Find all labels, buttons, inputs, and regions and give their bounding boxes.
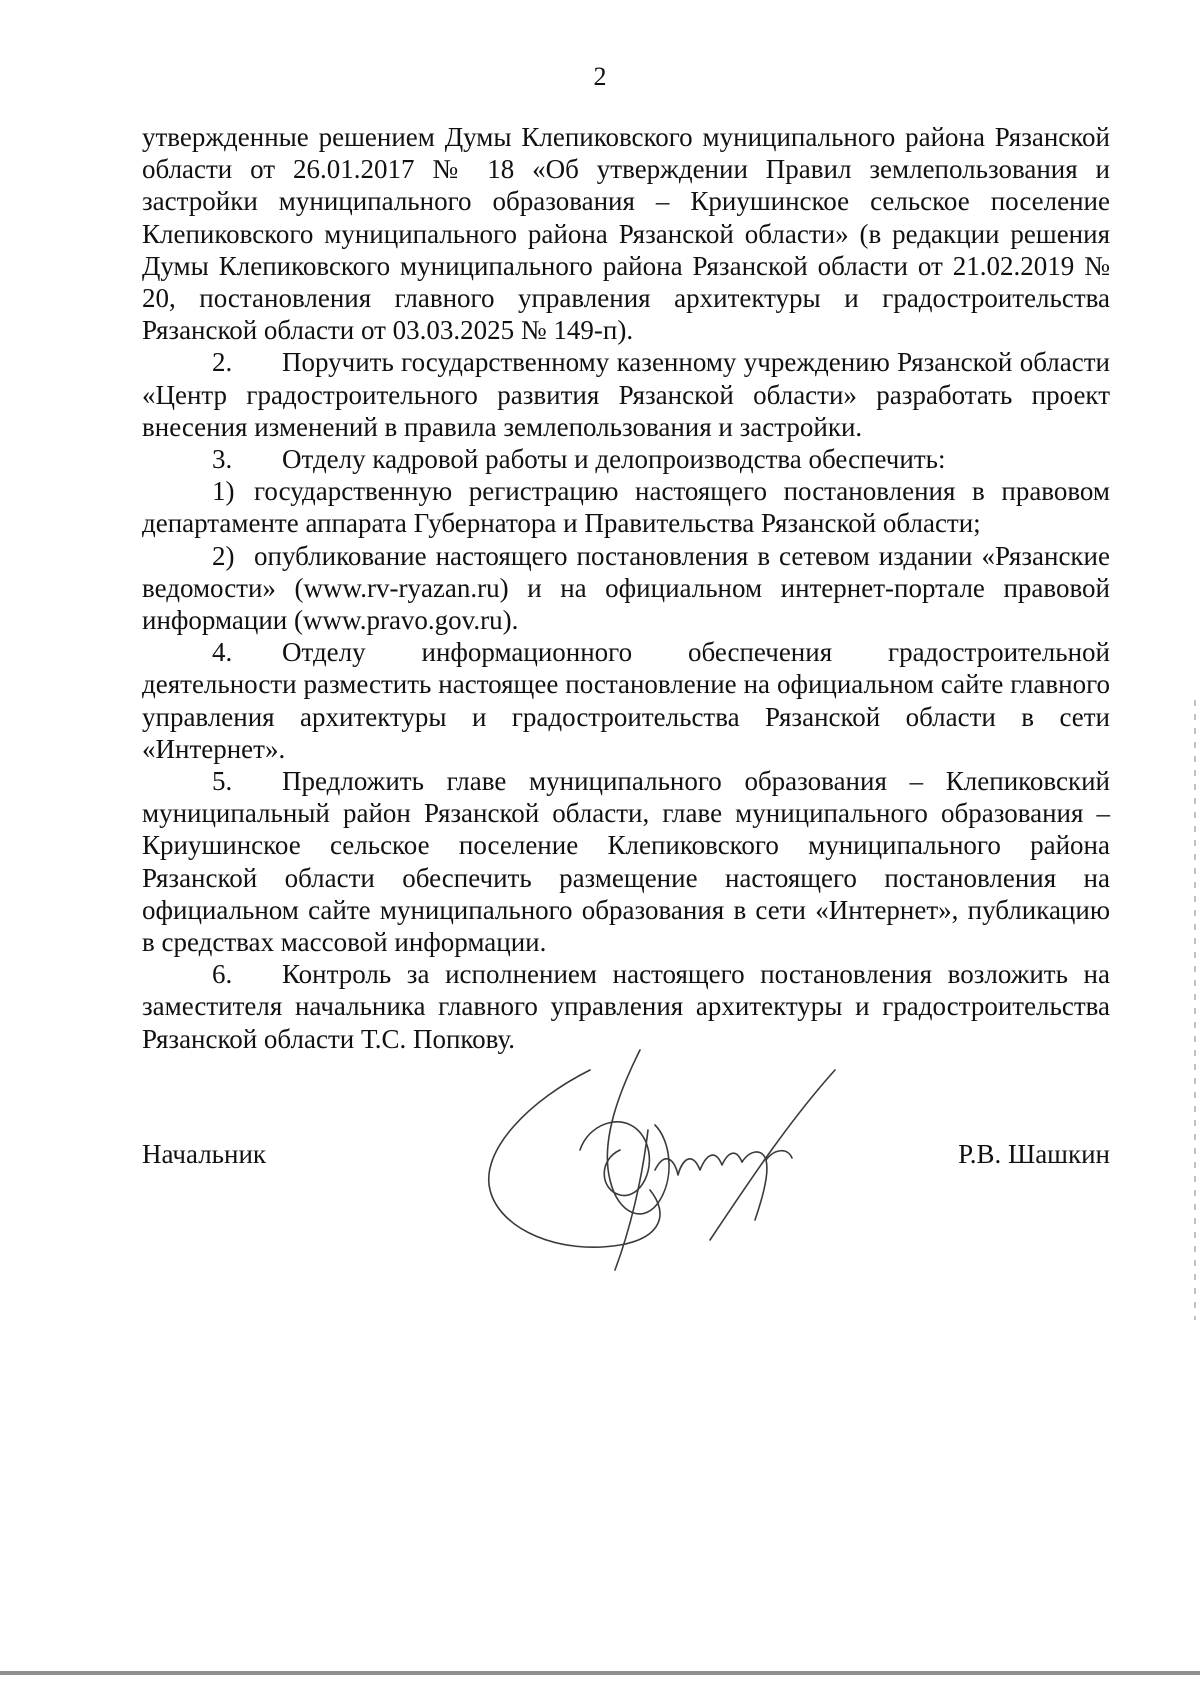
item-text: Отделу кадровой работы и делопроизводства обеспечить: xyxy=(282,444,946,475)
paragraph-subitem-2 xyxy=(142,540,1110,637)
item-number: 5. xyxy=(212,766,233,797)
item-number: 6. xyxy=(212,959,233,990)
item-number: 4. xyxy=(212,637,233,668)
item-number: 3. xyxy=(212,444,233,475)
subitem-text: опубликование настоящего постановления в сетевом издании «Рязанские ведомости» (www.rv-ryazan.ru) и на официальном интернет-портале правовой информации (www.pravo.gov.ru). xyxy=(142,540,1110,636)
paragraph-continuation: утвержденные решением Думы Клепиковского муниципального района Рязанской области от 26.01.2017 № 18 «Об утверждении Правил землепользования и застройки муниципального образования – Криушинское сельское поселение Клепиковского муниципального района Рязанской области» (в редакции решения Думы Клепиковского муниципального района Рязанской области от 21.02.2019 № 20, постановления главного управления архитектуры и градостроительства Рязанской области от 03.03.2025 № 149-п). xyxy=(142,122,1110,346)
paragraph-item-5 xyxy=(142,765,1110,958)
signature-block xyxy=(142,1138,1110,1178)
subitem-number: 1) xyxy=(212,476,235,507)
signatory-title: Начальник xyxy=(142,1139,267,1169)
scan-edge-line xyxy=(0,1671,1200,1675)
subitem-number: 2) xyxy=(212,540,235,571)
paragraph-item-3 xyxy=(142,443,1110,475)
scan-edge-artifact xyxy=(1194,700,1196,1320)
item-text: Контроль за исполнением настоящего постановления возложить на заместителя начальника главного управления архитектуры и градостроительства Рязанской области Т.С. Попкову. xyxy=(142,959,1110,1054)
item-text: Предложить главе муниципального образования – Клепиковский муниципальный район Рязанской области, главе муниципального образования – Криушинское сельское поселение Клепиковского муниципального района Рязанской области обеспечить размещение настоящего постановления на официальном сайте муниципального образования в сети «Интернет», публикацию в средствах массовой информации. xyxy=(142,766,1110,958)
paragraph-subitem-1 xyxy=(142,475,1110,539)
item-number: 2. xyxy=(212,347,233,378)
page-number: 2 xyxy=(593,62,607,91)
item-text: Отделу информационного обеспечения градостроительной деятельности разместить настоящее постановление на официальном сайте главного управления архитектуры и градостроительства Рязанской области в сети «Интернет». xyxy=(142,637,1110,764)
signatory-name: Р.В. Шашкин xyxy=(958,1139,1110,1169)
subitem-text: государственную регистрацию настоящего постановления в правовом департаменте аппарата Губернатора и Правительства Рязанской области; xyxy=(142,476,1110,539)
item-text: Поручить государственному казенному учреждению Рязанской области «Центр градостроительного развития Рязанской области» разработать проект внесения изменений в правила землепользования и застройки. xyxy=(142,347,1110,442)
document-body xyxy=(142,121,1110,1055)
paragraph-item-4 xyxy=(142,636,1110,765)
paragraph-item-2 xyxy=(142,346,1110,443)
